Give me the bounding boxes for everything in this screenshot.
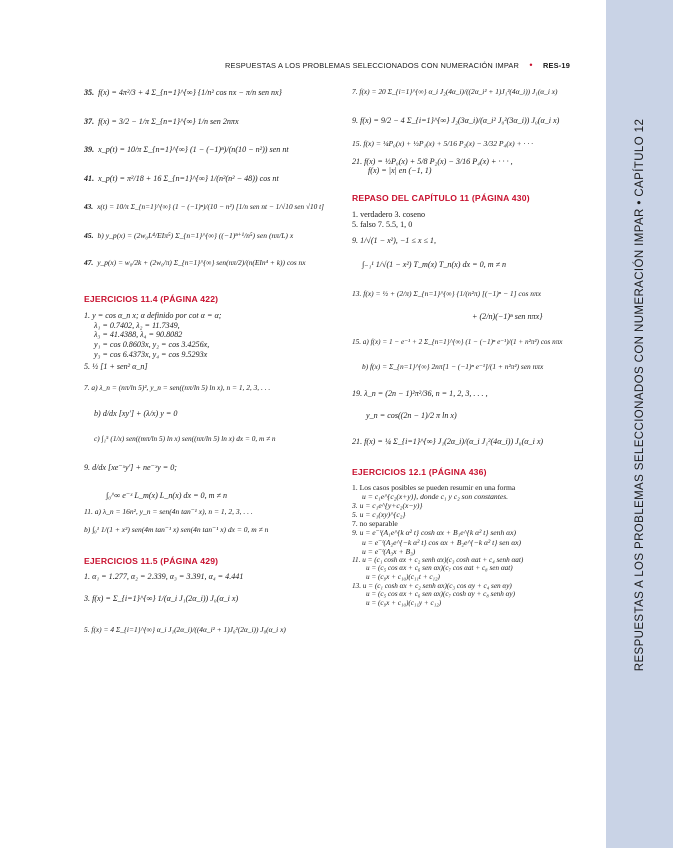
answer-line: 1. Los casos posibles se pueden resumir en una forma xyxy=(352,482,516,492)
running-title: RESPUESTAS A LOS PROBLEMAS SELECCIONADOS CON NUMERACIÓN IMPAR xyxy=(225,61,520,70)
answer-line: ∫₋₁¹ 1/√(1 − x²) T_m(x) T_n(x) dx = 0, m ≠ n xyxy=(362,259,507,269)
answer-line: 9. u = e⁻ᵗ(A₁e^{k α² t} cosh αx + B₁e^{k α² t} senh αx) xyxy=(352,528,517,538)
page-number: RES-19 xyxy=(542,61,571,70)
section-heading-review-11: REPASO DEL CAPÍTULO 11 (PÁGINA 430) xyxy=(352,193,530,204)
answer-45: 45. b) y_p(x) = (2w₀L⁴/EIπ⁵) Σ_{n=1}^{∞} ((−1)ⁿ⁺¹/n⁵) sen (nπ/L) x xyxy=(84,230,294,240)
answer-line: c) ∫₁⁵ (1/x) sen((mπ/ln 5) ln x) sen((nπ/ln 5) ln x) dx = 0, m ≠ n xyxy=(94,433,276,443)
section-heading-11-4: EJERCICIOS 11.4 (PÁGINA 422) xyxy=(84,293,219,304)
answer-line: 11. u = (c₁ cosh αx + c₂ senh αx)(c₃ cosh αat + c₄ senh αat) xyxy=(352,555,524,564)
answer-line: 15. a) f(x) = 1 − e⁻¹ + 2 Σ_{n=1}^{∞} (1 − (−1)ⁿ e⁻¹)/(1 + n²π²) cos nπx xyxy=(352,337,563,346)
answer-line: b) d/dx [xy′] + (λ/x) y = 0 xyxy=(94,408,178,418)
answer-line: 13. f(x) = ½ + (2/π) Σ_{n=1}^{∞} {1/(n²π) [(−1)ⁿ − 1] cos nπx xyxy=(352,289,542,299)
answer-line: 13. u = (c₁ cosh αx + c₂ senh αx)(c₃ cos αy + c₄ sen αy) xyxy=(352,581,512,590)
answer-21: 21. f(x) = ½P₀(x) + 5/8 P₂(x) − 3/16 P₄(x) + · · · , xyxy=(352,156,513,166)
left-column xyxy=(84,86,346,634)
answer-line: 21. f(x) = ¼ Σ_{i=1}^{∞} J₁(2α_i)/(α_i J₁²(4α_i)) J₀(α_i x) xyxy=(352,436,544,446)
answer-line: 5. falso 7. 5.5, 1, 0 xyxy=(352,220,413,230)
answer-35: 35. f(x) = 4π²/3 + 4 Σ_{n=1}^{∞} {1/n² cos nx − π/n sen nx} xyxy=(84,88,282,97)
answer-9: 9. f(x) = 9/2 − 4 Σ_{i=1}^{∞} J₂(3α_i)/(α_i² J₀²(3α_i)) J₀(α_i x) xyxy=(352,115,560,125)
answer-line: 5. u = c₁(xy)^{c₂} xyxy=(352,510,406,520)
answer-line: 1. verdadero 3. coseno xyxy=(352,210,426,220)
answer-line: 5. f(x) = 4 Σ_{i=1}^{∞} α_i J₁(2α_i)/((4α_i² + 1)J₀²(2α_i)) J₀(α_i x) xyxy=(84,624,286,634)
section-heading-11-5: EJERCICIOS 11.5 (PÁGINA 429) xyxy=(84,555,219,566)
answer-line: u = (c₅ cos αx + c₆ sen αx)(c₇ cos αat + c₈ sen αat) xyxy=(366,564,513,573)
answer-line: 9. 1/√(1 − x²), −1 ≤ x ≤ 1, xyxy=(352,235,436,245)
section-heading-12-1: EJERCICIOS 12.1 (PÁGINA 436) xyxy=(352,466,487,477)
sidebar-title: RESPUESTAS A LOS PROBLEMAS SELECCIONADOS CON NUMERACIÓN IMPAR • CAPÍTULO 12 xyxy=(634,118,646,672)
answer-line: 3. f(x) = Σ_{i=1}^{∞} 1/(α_i J₁(2α_i)) J₀(α_i x) xyxy=(84,593,239,603)
answer-line: u = (c₅ cos αx + c₆ sen αx)(c₇ cosh αy + c₈ senh αy) xyxy=(366,590,515,599)
answer-line: u = (c₉x + c₁₀)(c₁₁t + c₁₂) xyxy=(366,573,440,582)
answer-line: 1. y = cos α_n x; α definido por cot α = α; xyxy=(84,310,222,320)
answer-47: 47. y_p(x) = w₀/2k + (2w₀/π) Σ_{n=1}^{∞} sen(nπ/2)/(n(EIn⁴ + k)) cos nx xyxy=(84,257,306,267)
answer-line: 1. α₁ = 1.277, α₂ = 2.339, α₃ = 3.391, α₄ = 4.441 xyxy=(84,572,244,582)
answer-39: 39. x_p(t) = 10/π Σ_{n=1}^{∞} (1 − (−1)ⁿ)/(n(10 − n²)) sen nt xyxy=(84,145,289,155)
section-12-1-answers xyxy=(352,483,602,608)
answer-line: 9. d/dx [xe⁻ˣy′] + ne⁻ˣy = 0; xyxy=(84,463,178,473)
answer-line: ∫₀^∞ e⁻ˣ L_m(x) L_n(x) dx = 0, m ≠ n xyxy=(106,491,228,501)
right-column xyxy=(352,86,602,608)
answer-line: u = e⁻ᵗ(A₂e^{−k α² t} cos αx + B₂e^{−k α² t} sen αx) xyxy=(362,537,522,547)
answer-7: 7. f(x) = 20 Σ_{i=1}^{∞} α_i J₂(4α_i)/((2α_i² + 1)J₁²(4α_i)) J₁(α_i x) xyxy=(352,87,558,96)
answer-line: 11. a) λ_n = 16n², y_n = sen(4n tan⁻¹ x), n = 1, 2, 3, . . . xyxy=(84,506,253,516)
answer-line: 7. a) λ_n = (nπ/ln 5)², y_n = sen((nπ/ln 5) ln x), n = 1, 2, 3, . . . xyxy=(84,383,271,393)
answer-41: 41. x_p(t) = π²/18 + 16 Σ_{n=1}^{∞} 1/(n²(n² − 48)) cos nt xyxy=(84,174,279,184)
answer-line: b) f(x) = Σ_{n=1}^{∞} 2nπ[1 − (−1)ⁿ e⁻¹]/(1 + n²π²) sen nπx xyxy=(362,361,544,371)
answer-43: 43. x(t) = 10/π Σ_{n=1}^{∞} (1 − (−1)ⁿ)/(10 − n²) [1/n sen nt − 1/√10 sen √10 t] xyxy=(84,201,324,211)
answer-line: 3. u = c₁e^{y+c₂(x−y)} xyxy=(352,501,423,511)
answer-line: λ₃ = 41.4388, λ₄ = 90.8082 xyxy=(94,330,183,340)
section-11-5-answers xyxy=(84,572,346,634)
answer-line: u = (c₉x + c₁₀)(c₁₁y + c₁₂) xyxy=(366,598,442,607)
answer-line: 19. λ_n = (2n − 1)²π²/36, n = 1, 2, 3, . . . , xyxy=(352,389,488,399)
answer-line: y_n = cos((2n − 1)/2 π ln x) xyxy=(366,411,457,421)
answer-line: 5. ½ [1 + sen² α_n] xyxy=(84,362,148,372)
answer-15: 15. f(x) = ¼P₀(x) + ½P₁(x) + 5/16 P₂(x) − 3/32 P₄(x) + · · · xyxy=(352,138,534,148)
answer-line: + (2/n)(−1)ⁿ sen nπx} xyxy=(472,312,543,322)
answer-line: b) ∫₀¹ 1/(1 + x²) sen(4m tan⁻¹ x) sen(4n tan⁻¹ x) dx = 0, m ≠ n xyxy=(84,524,269,534)
running-header xyxy=(225,60,600,70)
answer-line: u = e⁻ᵗ(A₃x + B₃) xyxy=(362,546,416,556)
section-11-4-answers xyxy=(84,311,346,534)
answer-line: y₃ = cos 6.4373x, y₄ = cos 9.5293x xyxy=(94,349,208,359)
answer-line: y₁ = cos 0.8603x, y₂ = cos 3.4256x, xyxy=(94,339,210,349)
answer-line: 7. no separable xyxy=(352,519,398,529)
review-11-answers xyxy=(352,210,602,446)
answer-line: λ₁ = 0.7402, λ₂ = 11.7349, xyxy=(94,320,180,330)
answer-line: u = c₁e^{c₂(x+y)}, donde c₁ y c₂ son constantes. xyxy=(362,491,509,501)
bullet-separator: • xyxy=(529,60,533,70)
answer-37: 37. f(x) = 3/2 − 1/π Σ_{n=1}^{∞} 1/n sen 2nπx xyxy=(84,116,239,126)
answer-21-cont: f(x) = |x| en (−1, 1) xyxy=(368,166,432,176)
